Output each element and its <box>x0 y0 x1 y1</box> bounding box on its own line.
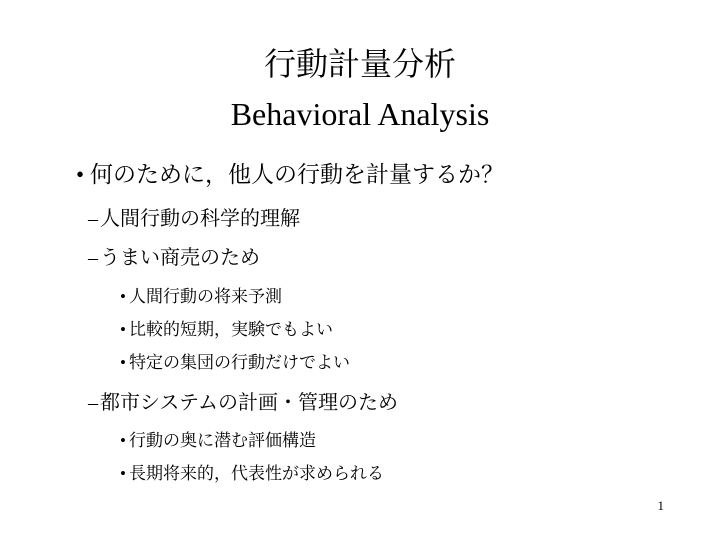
bullet-marker: • <box>120 287 126 306</box>
bullet-marker: • <box>120 431 126 450</box>
bullet-marker: • <box>120 320 126 339</box>
sub-bullet-urban-planning <box>88 388 398 417</box>
bullet-text: 何のために，他人の行動を計量するか？ <box>90 162 504 188</box>
sub-bullet-business <box>88 243 260 272</box>
bullet-text: 人間行動の科学的理解 <box>100 206 300 230</box>
sub-sub-bullet-short-term <box>120 318 333 342</box>
bullet-marker: • <box>120 464 126 483</box>
bullet-marker: • <box>120 353 126 372</box>
bullet-text: 行動の奥に潜む評価構造 <box>129 431 316 451</box>
bullet-text: 比較的短期，実験でもよい <box>129 320 333 340</box>
dash-marker: – <box>88 208 98 230</box>
sub-sub-bullet-specific-group <box>120 351 350 375</box>
bullet-text: 都市システムの計画・管理のため <box>100 390 398 414</box>
slide-title-english: Behavioral Analysis <box>230 96 490 132</box>
dash-marker: – <box>88 392 98 414</box>
bullet-text: うまい商売のため <box>100 245 260 269</box>
dash-marker: – <box>88 247 98 269</box>
bullet-text: 長期将来的，代表性が求められる <box>129 464 384 484</box>
bullet-text: 人間行動の将来予測 <box>129 287 282 307</box>
sub-sub-bullet-long-term <box>120 462 384 486</box>
sub-sub-bullet-prediction <box>120 285 282 309</box>
sub-sub-bullet-evaluation-structure <box>120 429 316 453</box>
bullet-main-question <box>76 159 504 191</box>
sub-bullet-scientific-understanding <box>88 204 300 233</box>
bullet-marker: • <box>76 162 85 187</box>
page-number: 1 <box>657 498 664 513</box>
slide-title-japanese: 行動計量分析 <box>263 45 456 83</box>
bullet-text: 特定の集団の行動だけでよい <box>129 353 350 373</box>
